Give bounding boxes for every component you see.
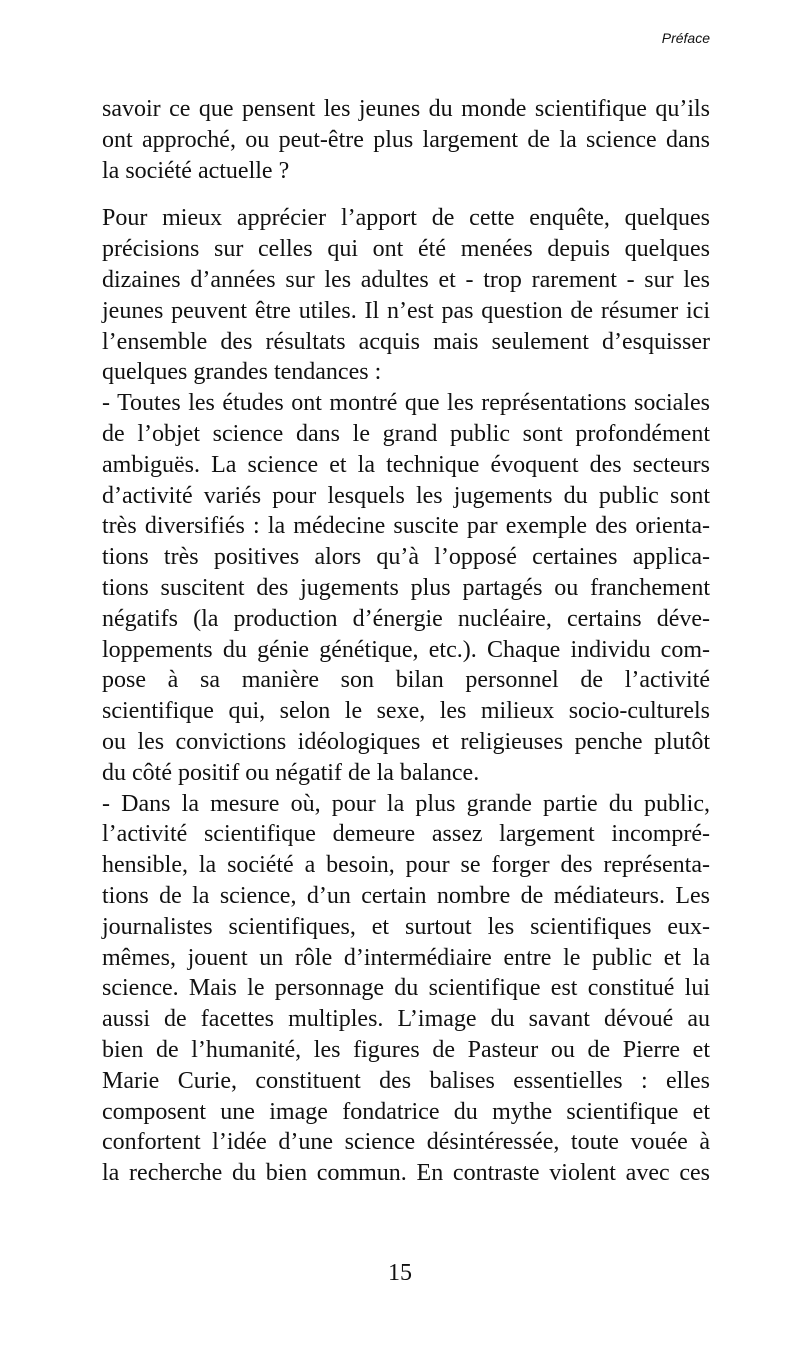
text-line: - Dans la mesure où, pour la plus grande partie du public, bbox=[102, 790, 710, 817]
text-line: précisions sur celles qui ont été menées depuis quelques bbox=[102, 236, 710, 263]
text-line: aussi de facettes multiples. L’image du savant dévoué au bbox=[102, 1006, 710, 1033]
text-line: scientifique qui, selon le sexe, les milieux socio-culturels bbox=[102, 698, 710, 725]
text-line: l’ensemble des résultats acquis mais seulement d’esquisser bbox=[102, 328, 710, 355]
text-line: la recherche du bien commun. En contraste violent avec ces bbox=[102, 1160, 710, 1187]
text-line: hensible, la société a besoin, pour se forger des représenta- bbox=[102, 852, 710, 879]
text-line: journalistes scientifiques, et surtout les scientifiques eux- bbox=[102, 913, 710, 940]
text-line: dizaines d’années sur les adultes et - trop rarement - sur les bbox=[102, 266, 710, 293]
text-line: négatifs (la production d’énergie nucléaire, certains déve- bbox=[102, 605, 710, 632]
text-line: quelques grandes tendances : bbox=[102, 359, 382, 386]
text-line: très diversifiés : la médecine suscite par exemple des orienta- bbox=[102, 513, 710, 540]
text-line: Pour mieux apprécier l’apport de cette enquête, quelques bbox=[102, 205, 710, 232]
text-line: savoir ce que pensent les jeunes du monde scientifique qu’ils bbox=[102, 96, 710, 122]
text-line: l’activité scientifique demeure assez largement incompré- bbox=[102, 821, 710, 848]
text-line: de l’objet science dans le grand public sont profondément bbox=[102, 420, 710, 447]
text-line: du côté positif ou négatif de la balance. bbox=[102, 759, 480, 786]
text-line: pose à sa manière son bilan personnel de l’activité bbox=[102, 667, 710, 694]
text-line: composent une image fondatrice du mythe scientifique et bbox=[102, 1098, 710, 1125]
text-line: tions très positives alors qu’à l’opposé certaines applica- bbox=[102, 544, 710, 571]
text-line: tions suscitent des jugements plus partagés ou franchement bbox=[102, 574, 710, 601]
text-line: science. Mais le personnage du scientifique est constitué lui bbox=[102, 975, 710, 1002]
running-header: Préface bbox=[661, 30, 710, 46]
text-line: bien de l’humanité, les figures de Pasteur ou de Pierre et bbox=[102, 1036, 710, 1063]
paragraph bbox=[102, 203, 710, 1189]
text-line: confortent l’idée d’une science désintéressée, toute vouée à bbox=[102, 1129, 710, 1156]
text-line: d’activité variés pour lesquels les jugements du public sont bbox=[102, 482, 710, 509]
text-line: jeunes peuvent être utiles. Il n’est pas question de résumer ici bbox=[102, 297, 710, 324]
text-line: ambiguës. La science et la technique évoquent des secteurs bbox=[102, 451, 710, 478]
text-line: - Toutes les études ont montré que les représentations sociales bbox=[102, 390, 710, 417]
text-line: ou les convictions idéologiques et religieuses penche plutôt bbox=[102, 728, 710, 755]
text-line: Marie Curie, constituent des balises essentielles : elles bbox=[102, 1067, 710, 1094]
text-line: loppements du génie génétique, etc.). Chaque individu com- bbox=[102, 636, 710, 663]
text-line: mêmes, jouent un rôle d’intermédiaire entre le public et la bbox=[102, 944, 710, 971]
body-text bbox=[102, 94, 710, 1189]
text-line: la société actuelle ? bbox=[102, 157, 290, 184]
paragraph bbox=[102, 94, 710, 186]
text-line: ont approché, ou peut-être plus largement de la science dans bbox=[102, 126, 710, 153]
text-line: tions de la science, d’un certain nombre de médiateurs. Les bbox=[102, 882, 710, 909]
page-number: 15 bbox=[388, 1260, 412, 1286]
